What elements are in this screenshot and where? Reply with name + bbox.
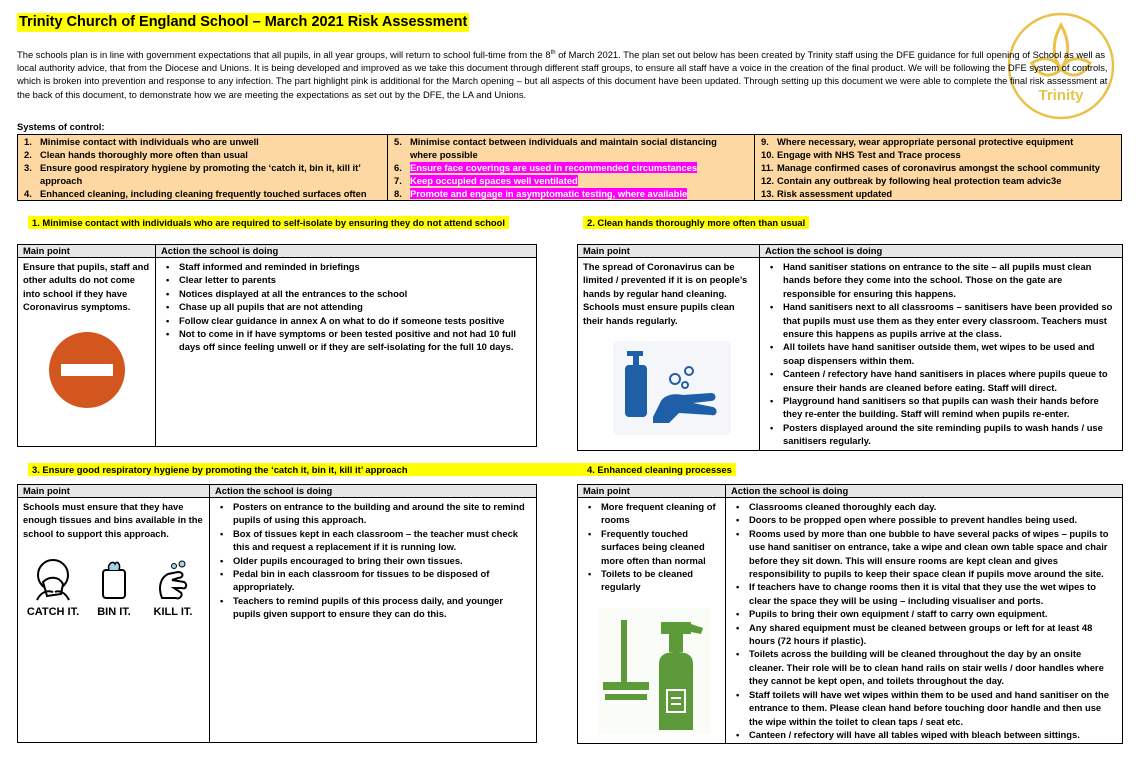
systems-column-2: [388, 135, 755, 201]
main-point-text: Ensure that pupils, staff and other adults do not come into school if they have Coronavirus symptoms.: [23, 261, 150, 313]
system-item: 13. Risk assessment updated: [761, 188, 893, 199]
section-2-table: [577, 244, 1123, 451]
intro-paragraph: [17, 48, 1122, 101]
action-item: • Hand sanitisers next to all classrooms – sanitisers have been provided so that pupils must use them as they enter every classroom. Teachers must ensure this happens as pupils arrive at the class.: [783, 300, 1117, 340]
system-item: 3. Ensure good respiratory hygiene by promoting the ‘catch it, bin it, kill it’: [24, 162, 361, 173]
catch-it-group: [23, 558, 83, 619]
system-item: 10. Engage with NHS Test and Trace process: [761, 149, 961, 160]
action-header: Action the school is doing: [210, 485, 537, 498]
bin-it-group: [89, 558, 139, 619]
kill-it-label: KILL IT.: [153, 605, 193, 618]
action-item: • Doors to be propped open where possible to prevent handles being used.: [749, 513, 1117, 526]
action-item: • Posters displayed around the site reminding pupils to wash hands / use sanitisers regularly.: [783, 421, 1117, 448]
action-item: • Classrooms cleaned thoroughly each day.: [749, 500, 1117, 513]
no-entry-icon: [47, 330, 127, 410]
action-item: • Any shared equipment must be cleaned between groups or left for at least 48 hours (72 hours if plastic).: [749, 621, 1117, 648]
action-header: Action the school is doing: [760, 245, 1123, 258]
main-point-item: • More frequent cleaning of rooms: [601, 500, 720, 527]
catch-bin-kill-icons: [23, 558, 201, 619]
main-point-header: Main point: [578, 485, 726, 498]
system-item: 5. Minimise contact between individuals and maintain social distancing: [394, 136, 717, 147]
action-item: • Pedal bin in each classroom for tissues to be disposed of appropriately.: [233, 567, 531, 594]
systems-of-control-table: [17, 134, 1122, 201]
logo-text: Trinity: [1038, 87, 1084, 104]
action-item: • Toilets across the building will be cleaned throughout the day by an onsite cleaner. Their role will be to clean hand rails on stair wells / door handles where they cannot be kept open, and toilets throughout the day.: [749, 647, 1117, 687]
action-item: • Rooms used by more than one bubble to have several packs of wipes – pupils to use hand sanitiser on entrance, take a wipe and clean own table space and chair before they sit down. This will ensure rooms are kept clean and gives responsibility to pupils to keep their space clean if pupils move around the site.: [749, 527, 1117, 581]
main-point-header: Main point: [578, 245, 760, 258]
main-point-item: • Frequently touched surfaces being cleaned more often than normal: [601, 527, 720, 567]
hand-sanitiser-icon: [613, 341, 731, 435]
main-point-text: Schools must ensure that they have enough tissues and bins available in the school to support this approach.: [23, 501, 203, 539]
main-point-text: The spread of Coronavirus can be limited / prevented if it is on people’s hands by regular hand cleaning. Schools must ensure pupils clean their hands regularly.: [583, 261, 748, 326]
action-item: • Chase up all pupils that are not attending: [179, 300, 531, 313]
action-item: • Pupils to bring their own equipment / staff to carry own equipment.: [749, 607, 1117, 620]
action-item: • Playground hand sanitisers so that pupils can wash their hands before they re-enter the building. Staff will remind when pupils re-enter.: [783, 394, 1117, 421]
bin-it-icon: [99, 558, 129, 602]
bin-it-label: BIN IT.: [97, 605, 131, 618]
section-1-table: [17, 244, 537, 447]
section-3-table: [17, 484, 537, 743]
system-item-new: 7. Keep occupied spaces well ventilated: [394, 175, 578, 186]
action-item: • Posters on entrance to the building and around the site to remind pupils of using this approach.: [233, 500, 531, 527]
action-item: • Teachers to remind pupils of this process daily, and younger pupils given support to ensure they can do this.: [233, 594, 531, 621]
section-2-actions: [760, 258, 1123, 451]
intro-text-1: The schools plan is in line with government expectations that all pupils, in all year groups, will return to school full-time from the 8: [17, 49, 551, 60]
section-1-main-point: [18, 258, 156, 447]
system-item-new: 6. Ensure face coverings are used in recommended circumstances: [394, 162, 698, 173]
document-title: Trinity Church of England School – March 2021 Risk Assessment: [19, 14, 468, 30]
systems-column-3: [755, 135, 1122, 201]
action-item: • Follow clear guidance in annex A on what to do if someone tests positive: [179, 314, 531, 327]
system-item: 9. Where necessary, wear appropriate personal protective equipment: [761, 136, 1074, 147]
section-3-actions: [210, 498, 537, 743]
section-2-main-point: [578, 258, 760, 451]
main-point-header: Main point: [18, 485, 210, 498]
section-3-main-point: [18, 498, 210, 743]
catch-it-icon: [33, 558, 73, 602]
action-item: • Staff informed and reminded in briefings: [179, 260, 531, 273]
cleaning-spray-icon: [599, 608, 711, 734]
systems-label: Systems of control:: [17, 121, 105, 132]
kill-it-group: [145, 558, 201, 619]
system-item: 2. Clean hands thoroughly more often than usual: [24, 149, 248, 160]
main-point-header: Main point: [18, 245, 156, 258]
action-item: • Not to come in if have symptoms or been tested positive and not had 10 full days off since feeling unwell or if they are self-isolating for the full 10 days.: [179, 327, 531, 354]
action-item: • Canteen / refectory have hand sanitisers in places where pupils queue to ensure their hands are cleaned before eating. Staff will direct.: [783, 367, 1117, 394]
main-point-item: • Toilets to be cleaned regularly: [601, 567, 720, 594]
action-item: • If teachers have to change rooms then it is vital that they use the wet wipes to clear the space they will be using – including visualiser and ports.: [749, 580, 1117, 607]
intro-text-2: of March 2021. The plan set out below has been created by Trinity staff using the DFE guidance for full opening of School as well as local authority advice, that from the Diocese and Unions. It is being developed and improved as we take this document through different staff groups, to ensure all staff have a voice in the creation of the final product. We will be following the DFE system of controls, which is broken into prevention and response to any infection. The part highlight pink is additional for the March opening – but all aspects of this document have been updated. Through setting up this document we were able to complete the final risk assessment at the back of this document, to demonstrate how we are meeting the expectations as set out by the DFE, the LA and Unions.: [17, 49, 1108, 100]
system-item-continued: approach: [40, 175, 83, 186]
system-item: 12. Contain any outbreak by following heal protection team advic3e: [761, 175, 1062, 186]
action-item: • Hand sanitiser stations on entrance to the site – all pupils must clean hands before they come into the school. Those on the gate are responsible for ensuring this happens.: [783, 260, 1117, 300]
system-item: 11. Manage confirmed cases of coronavirus amongst the school community: [761, 162, 1100, 173]
section-4-main-point: [578, 498, 726, 744]
action-header: Action the school is doing: [156, 245, 537, 258]
action-item: • Box of tissues kept in each classroom – the teacher must check this and request a replacement if it is running low.: [233, 527, 531, 554]
section-4-actions: [726, 498, 1123, 744]
intro-sup: th: [550, 49, 556, 56]
system-item: 1. Minimise contact with individuals who are unwell: [24, 136, 259, 147]
action-header: Action the school is doing: [726, 485, 1123, 498]
systems-column-1: [18, 135, 388, 201]
section-4-heading: 4. Enhanced cleaning processes: [583, 463, 736, 476]
action-item: • Notices displayed at all the entrances to the school: [179, 287, 531, 300]
section-4-table: [577, 484, 1123, 744]
section-1-actions: [156, 258, 537, 447]
section-2-heading: 2. Clean hands thoroughly more often than usual: [583, 216, 809, 229]
action-item: • Older pupils encouraged to bring their own tissues.: [233, 554, 531, 567]
action-item: • Staff toilets will have wet wipes within them to be used and hand sanitiser on the entrance to them. Please clean hand before touching door handle and then use the wipe within the toilet to clean taps / seat etc.: [749, 688, 1117, 728]
system-item: 4. Enhanced cleaning, including cleaning frequently touched surfaces often: [24, 188, 367, 199]
section-3-heading: 3. Ensure good respiratory hygiene by promoting the ‘catch it, bin it, kill it’ approach: [28, 463, 584, 476]
catch-it-label: CATCH IT.: [26, 605, 80, 618]
system-item-continued: where possible: [410, 149, 478, 160]
section-1-heading: 1. Minimise contact with individuals who are required to self-isolate by ensuring they do not attend school: [28, 216, 509, 229]
action-item: • All toilets have hand sanitiser outside them, wet wipes to be used and soap dispensers within them.: [783, 340, 1117, 367]
action-item: • Clear letter to parents: [179, 273, 531, 286]
kill-it-icon: [154, 558, 192, 602]
action-item: • Canteen / refectory will have all tables wiped with bleach between sittings.: [749, 728, 1117, 741]
system-item-new: 8. Promote and engage in asymptomatic testing, where available: [394, 188, 688, 199]
